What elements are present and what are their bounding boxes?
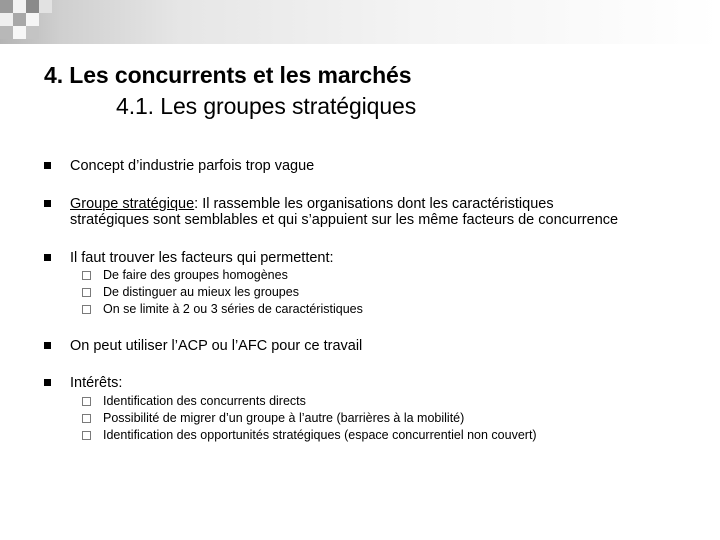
decor-square-dark	[0, 26, 13, 39]
hollow-square-icon	[82, 414, 91, 423]
bullet-text: Intérêts:	[70, 375, 123, 391]
hollow-square-icon	[82, 271, 91, 280]
bullet-text	[70, 196, 554, 212]
decor-square-light	[39, 0, 52, 13]
term-strategic-group: Groupe stratégique	[70, 196, 195, 212]
sub-bullet-text: De distinguer au mieux les groupes	[103, 285, 299, 299]
slide-title	[44, 60, 416, 122]
bullet-text: Il faut trouver les facteurs qui permettent:	[70, 250, 334, 266]
sub-bullet-text: On se limite à 2 ou 3 séries de caractéristiques	[103, 302, 363, 316]
bullet-square-icon	[44, 254, 51, 261]
title-line-2: 4.1. Les groupes stratégiques	[116, 93, 417, 119]
decor-square-dark	[26, 0, 39, 13]
decor-square-dark	[0, 0, 13, 13]
decor-square-light	[0, 13, 13, 26]
sub-bullet-text: Identification des concurrents directs	[103, 394, 306, 408]
sub-bullet-text: Identification des opportunités stratégiques (espace concurrentiel non couvert)	[103, 428, 537, 442]
decor-square-light	[26, 13, 39, 26]
header-gradient-band	[0, 0, 720, 44]
hollow-square-icon	[82, 288, 91, 297]
bullet-text-line-2: stratégiques sont semblables et qui s’appuient sur les même facteurs de concurrence	[70, 212, 619, 228]
hollow-square-icon	[82, 397, 91, 406]
bullet-text: Concept d’industrie parfois trop vague	[70, 158, 315, 174]
bullet-square-icon	[44, 379, 51, 386]
hollow-square-icon	[82, 305, 91, 314]
decor-square-light	[13, 26, 26, 39]
decor-square-dark	[26, 26, 39, 39]
bullet-square-icon	[44, 200, 51, 207]
bullet-text-line-1: : Il rassemble les organisations dont les caractéristiques	[194, 196, 554, 212]
decor-square-dark	[13, 13, 26, 26]
title-line-1: 4. Les concurrents et les marchés	[44, 62, 412, 88]
decor-square-light	[13, 0, 26, 13]
bullet-square-icon	[44, 162, 51, 169]
sub-bullet-text: De faire des groupes homogènes	[103, 268, 288, 282]
bullet-square-icon	[44, 342, 51, 349]
sub-bullet-text: Possibilité de migrer d’un groupe à l’autre (barrières à la mobilité)	[103, 411, 465, 425]
bullet-text: On peut utiliser l’ACP ou l’AFC pour ce travail	[70, 338, 363, 354]
hollow-square-icon	[82, 431, 91, 440]
